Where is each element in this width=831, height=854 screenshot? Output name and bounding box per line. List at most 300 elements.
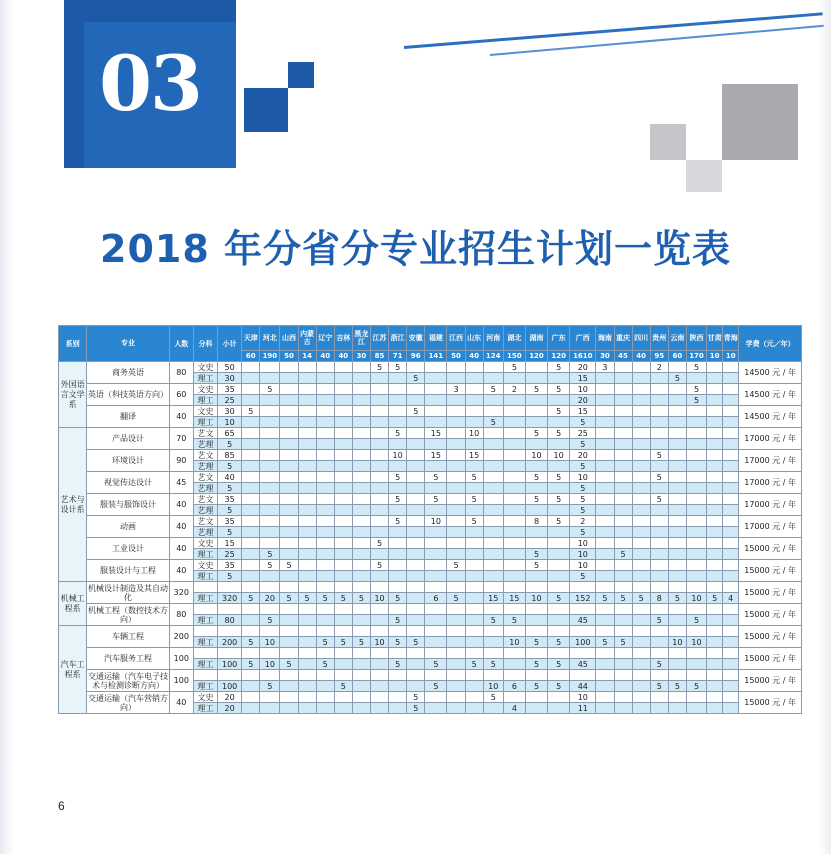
quota-cell: [596, 483, 614, 494]
quota-cell: [465, 439, 483, 450]
quota-cell: 5: [503, 362, 525, 373]
quota-cell: [370, 483, 388, 494]
quota-cell: [483, 472, 503, 483]
quota-cell: [614, 428, 632, 439]
quota-cell: [668, 461, 686, 472]
quota-cell: [632, 615, 650, 626]
total-cell: 80: [169, 362, 193, 384]
major-cell: 翻译: [87, 406, 170, 428]
quota-cell: [614, 373, 632, 384]
quota-cell: 5: [686, 384, 706, 395]
quota-cell: [483, 670, 503, 681]
quota-cell: [483, 626, 503, 637]
quota-cell: [632, 549, 650, 560]
quota-cell: [389, 384, 407, 395]
quota-cell: [407, 417, 425, 428]
quota-cell: [370, 681, 388, 692]
quota-cell: [525, 626, 547, 637]
quota-cell: [447, 527, 465, 538]
quota-cell: [242, 604, 260, 615]
quota-cell: [352, 703, 370, 714]
quota-cell: [370, 406, 388, 417]
quota-cell: [614, 461, 632, 472]
quota-cell: [483, 406, 503, 417]
quota-cell: [260, 626, 280, 637]
quota-cell: [548, 461, 570, 472]
quota-cell: [370, 439, 388, 450]
quota-cell: [465, 384, 483, 395]
quota-cell: [483, 373, 503, 384]
quota-cell: 2: [650, 362, 668, 373]
quota-cell: [650, 637, 668, 648]
quota-cell: [447, 571, 465, 582]
fee-cell: 17000 元 / 年: [739, 516, 802, 538]
quota-cell: [447, 417, 465, 428]
quota-cell: [425, 615, 447, 626]
subtotal-cell: 10: [218, 417, 242, 428]
quota-cell: [334, 362, 352, 373]
quota-cell: 5: [548, 384, 570, 395]
quota-cell: 15: [570, 406, 596, 417]
quota-cell: [503, 538, 525, 549]
quota-cell: [650, 626, 668, 637]
major-cell: 交通运输（汽车电子技术与检测诊断方向）: [87, 671, 168, 690]
quota-cell: 5: [389, 472, 407, 483]
quota-cell: [668, 516, 686, 527]
quota-cell: [723, 681, 739, 692]
dept-cell: 艺术与设计系: [59, 428, 87, 582]
quota-cell: 10: [570, 549, 596, 560]
quota-cell: [298, 681, 316, 692]
quota-cell: [614, 659, 632, 670]
header-type: 分科: [193, 326, 217, 362]
quota-cell: [425, 538, 447, 549]
quota-cell: 15: [465, 450, 483, 461]
type-cell: 理工: [193, 681, 217, 692]
subtotal-cell: [218, 670, 242, 681]
quota-cell: [425, 384, 447, 395]
quota-cell: [370, 417, 388, 428]
quota-cell: [650, 483, 668, 494]
quota-cell: 5: [447, 560, 465, 571]
quota-cell: [668, 505, 686, 516]
quota-cell: [723, 483, 739, 494]
header-province: 青海: [723, 326, 739, 351]
quota-cell: 5: [596, 637, 614, 648]
quota-cell: [370, 549, 388, 560]
deco-stripe: [490, 25, 824, 56]
quota-cell: [548, 395, 570, 406]
quota-cell: [316, 406, 334, 417]
quota-cell: [334, 692, 352, 703]
header-province: 四川: [632, 326, 650, 351]
total-cell: 100: [169, 670, 193, 692]
quota-cell: [389, 483, 407, 494]
quota-cell: 5: [668, 373, 686, 384]
quota-cell: [425, 395, 447, 406]
quota-cell: [242, 494, 260, 505]
quota-cell: 5: [686, 681, 706, 692]
quota-cell: 45: [570, 615, 596, 626]
quota-cell: [707, 384, 723, 395]
quota-cell: [370, 527, 388, 538]
quota-cell: 2: [570, 516, 596, 527]
quota-cell: 15: [570, 373, 596, 384]
quota-cell: 5: [483, 692, 503, 703]
quota-cell: [503, 494, 525, 505]
quota-cell: [425, 582, 447, 593]
quota-cell: [298, 604, 316, 615]
quota-cell: [525, 582, 547, 593]
quota-cell: [632, 582, 650, 593]
quota-cell: [447, 615, 465, 626]
fee-cell: 15000 元 / 年: [739, 604, 802, 626]
quota-cell: [280, 571, 298, 582]
quota-cell: [525, 505, 547, 516]
type-cell: 文史: [193, 384, 217, 395]
quota-cell: [447, 494, 465, 505]
quota-cell: [668, 384, 686, 395]
quota-cell: [298, 549, 316, 560]
quota-cell: [650, 582, 668, 593]
table-row: [59, 538, 802, 549]
quota-cell: [650, 670, 668, 681]
quota-cell: [352, 560, 370, 571]
type-cell: 理工: [193, 549, 217, 560]
quota-cell: [407, 384, 425, 395]
quota-cell: [242, 439, 260, 450]
quota-cell: 5: [614, 549, 632, 560]
quota-cell: [280, 406, 298, 417]
quota-cell: [316, 549, 334, 560]
quota-cell: [503, 648, 525, 659]
quota-cell: [316, 384, 334, 395]
type-cell: 艺理: [193, 439, 217, 450]
enrollment-table-wrap: [58, 325, 802, 714]
quota-cell: [352, 483, 370, 494]
quota-cell: [723, 626, 739, 637]
quota-cell: [407, 450, 425, 461]
major-cell: 工业设计: [87, 538, 170, 560]
quota-cell: [707, 373, 723, 384]
quota-cell: 10: [260, 637, 280, 648]
header-province-total: 14: [298, 351, 316, 362]
page-edge-left: [0, 0, 14, 854]
table-row: [59, 384, 802, 395]
table-row: [59, 428, 802, 439]
quota-cell: 5: [483, 659, 503, 670]
quota-cell: [668, 582, 686, 593]
quota-cell: [707, 461, 723, 472]
quota-cell: [352, 373, 370, 384]
quota-cell: [723, 406, 739, 417]
quota-cell: [242, 384, 260, 395]
quota-cell: [614, 450, 632, 461]
header-province: 河南: [483, 326, 503, 351]
quota-cell: [503, 450, 525, 461]
quota-cell: 5: [686, 615, 706, 626]
quota-cell: 10: [570, 384, 596, 395]
quota-cell: [407, 494, 425, 505]
quota-cell: 5: [525, 681, 547, 692]
quota-cell: [465, 373, 483, 384]
subtotal-cell: [218, 582, 242, 593]
quota-cell: [483, 362, 503, 373]
quota-cell: [465, 648, 483, 659]
quota-cell: 5: [370, 362, 388, 373]
quota-cell: [447, 637, 465, 648]
header-major: 专业: [87, 326, 170, 362]
quota-cell: 5: [425, 659, 447, 670]
quota-cell: 5: [389, 494, 407, 505]
quota-cell: [352, 461, 370, 472]
table-row: [59, 516, 802, 527]
type-cell: 理工: [193, 659, 217, 670]
quota-cell: [707, 703, 723, 714]
quota-cell: [570, 626, 596, 637]
quota-cell: [525, 395, 547, 406]
quota-cell: [298, 582, 316, 593]
subtotal-cell: 65: [218, 428, 242, 439]
quota-cell: 5: [548, 659, 570, 670]
quota-cell: [447, 670, 465, 681]
quota-cell: [686, 703, 706, 714]
quota-cell: [407, 571, 425, 582]
quota-cell: 10: [389, 450, 407, 461]
quota-cell: [316, 681, 334, 692]
quota-cell: 5: [280, 593, 298, 604]
quota-cell: [503, 483, 525, 494]
quota-cell: 5: [686, 395, 706, 406]
quota-cell: 5: [407, 406, 425, 417]
quota-cell: [686, 494, 706, 505]
quota-cell: [483, 494, 503, 505]
quota-cell: [632, 505, 650, 516]
header-province: 贵州: [650, 326, 668, 351]
subtotal-cell: 40: [218, 472, 242, 483]
header-fee: 学费（元／年）: [739, 326, 802, 362]
quota-cell: [334, 406, 352, 417]
major-cell: 环境设计: [87, 450, 170, 472]
quota-cell: [334, 395, 352, 406]
quota-cell: 5: [465, 659, 483, 670]
quota-cell: 25: [570, 428, 596, 439]
quota-cell: 10: [686, 593, 706, 604]
quota-cell: [370, 615, 388, 626]
header-province: 福建: [425, 326, 447, 351]
quota-cell: [352, 549, 370, 560]
quota-cell: [352, 659, 370, 670]
quota-cell: [260, 472, 280, 483]
quota-cell: [632, 670, 650, 681]
quota-cell: [614, 670, 632, 681]
quota-cell: [632, 461, 650, 472]
quota-cell: 5: [407, 703, 425, 714]
quota-cell: 5: [548, 472, 570, 483]
quota-cell: [389, 439, 407, 450]
quota-cell: [298, 505, 316, 516]
quota-cell: [389, 527, 407, 538]
quota-cell: [260, 483, 280, 494]
quota-cell: [370, 604, 388, 615]
quota-cell: [298, 637, 316, 648]
quota-cell: 5: [548, 516, 570, 527]
quota-cell: [298, 417, 316, 428]
quota-cell: [614, 483, 632, 494]
quota-cell: [548, 615, 570, 626]
quota-cell: [686, 483, 706, 494]
quota-cell: [260, 703, 280, 714]
quota-cell: [614, 692, 632, 703]
type-cell: 文史: [193, 560, 217, 571]
subtotal-cell: 100: [218, 681, 242, 692]
quota-cell: [632, 428, 650, 439]
quota-cell: [334, 428, 352, 439]
quota-cell: [503, 472, 525, 483]
quota-cell: [614, 494, 632, 505]
quota-cell: [707, 406, 723, 417]
quota-cell: [352, 670, 370, 681]
quota-cell: [707, 692, 723, 703]
quota-cell: [370, 373, 388, 384]
quota-cell: [614, 648, 632, 659]
quota-cell: [316, 373, 334, 384]
quota-cell: [707, 538, 723, 549]
quota-cell: [407, 505, 425, 516]
quota-cell: [650, 516, 668, 527]
header-province-total: 120: [548, 351, 570, 362]
quota-cell: [503, 439, 525, 450]
quota-cell: [370, 461, 388, 472]
quota-cell: [298, 461, 316, 472]
total-cell: 320: [169, 582, 193, 604]
fee-cell: 17000 元 / 年: [739, 450, 802, 472]
header-province: 湖南: [525, 326, 547, 351]
header-province: 内蒙古: [298, 326, 316, 351]
quota-cell: [525, 648, 547, 659]
quota-cell: [389, 549, 407, 560]
type-cell: 理工: [193, 417, 217, 428]
quota-cell: 5: [548, 406, 570, 417]
subtotal-cell: [218, 626, 242, 637]
quota-cell: [483, 538, 503, 549]
quota-cell: [707, 439, 723, 450]
quota-cell: [707, 560, 723, 571]
total-cell: 200: [169, 626, 193, 648]
quota-cell: [425, 373, 447, 384]
quota-cell: 10: [260, 659, 280, 670]
quota-cell: [614, 417, 632, 428]
quota-cell: [614, 681, 632, 692]
type-cell: 艺理: [193, 461, 217, 472]
quota-cell: [465, 417, 483, 428]
quota-cell: [570, 582, 596, 593]
quota-cell: [707, 571, 723, 582]
header-province: 浙江: [389, 326, 407, 351]
quota-cell: 10: [548, 450, 570, 461]
quota-cell: 5: [632, 593, 650, 604]
quota-cell: 5: [483, 417, 503, 428]
quota-cell: [260, 604, 280, 615]
header-province: 湖北: [503, 326, 525, 351]
quota-cell: 10: [525, 593, 547, 604]
quota-cell: [723, 527, 739, 538]
quota-cell: [316, 362, 334, 373]
total-cell: 100: [169, 648, 193, 670]
quota-cell: [548, 670, 570, 681]
quota-cell: [596, 549, 614, 560]
quota-cell: [483, 527, 503, 538]
table-row: [59, 648, 802, 659]
quota-cell: [370, 428, 388, 439]
type-cell: [193, 582, 217, 593]
table-row: [59, 582, 802, 593]
quota-cell: [632, 538, 650, 549]
quota-cell: [668, 395, 686, 406]
quota-cell: [334, 494, 352, 505]
quota-cell: [298, 450, 316, 461]
quota-cell: 5: [668, 593, 686, 604]
type-cell: 艺文: [193, 472, 217, 483]
quota-cell: [352, 362, 370, 373]
quota-cell: [334, 505, 352, 516]
quota-cell: [483, 483, 503, 494]
fee-cell: 15000 元 / 年: [739, 538, 802, 560]
quota-cell: 5: [570, 571, 596, 582]
header-province-total: 30: [596, 351, 614, 362]
quota-cell: [242, 626, 260, 637]
quota-cell: 5: [260, 560, 280, 571]
quota-cell: [707, 516, 723, 527]
header-province-total: 1610: [570, 351, 596, 362]
quota-cell: [280, 582, 298, 593]
quota-cell: 5: [668, 681, 686, 692]
quota-cell: 15: [483, 593, 503, 604]
quota-cell: [298, 538, 316, 549]
quota-cell: [407, 582, 425, 593]
quota-cell: [316, 472, 334, 483]
quota-cell: [242, 527, 260, 538]
quota-cell: [686, 428, 706, 439]
quota-cell: [298, 395, 316, 406]
quota-cell: [668, 494, 686, 505]
quota-cell: [548, 703, 570, 714]
quota-cell: [632, 527, 650, 538]
quota-cell: [280, 384, 298, 395]
quota-cell: [260, 582, 280, 593]
quota-cell: [465, 593, 483, 604]
quota-cell: 5: [465, 494, 483, 505]
quota-cell: [352, 516, 370, 527]
quota-cell: [334, 384, 352, 395]
quota-cell: [465, 527, 483, 538]
quota-cell: [668, 571, 686, 582]
subtotal-cell: 25: [218, 395, 242, 406]
major-cell: 服装设计与工程: [87, 560, 170, 582]
quota-cell: [352, 428, 370, 439]
quota-cell: 5: [370, 560, 388, 571]
quota-cell: [407, 626, 425, 637]
quota-cell: [298, 428, 316, 439]
quota-cell: [723, 384, 739, 395]
total-cell: 40: [169, 494, 193, 516]
quota-cell: [352, 681, 370, 692]
total-cell: 90: [169, 450, 193, 472]
quota-cell: [668, 362, 686, 373]
quota-cell: 10: [483, 681, 503, 692]
quota-cell: [483, 582, 503, 593]
quota-cell: [370, 648, 388, 659]
